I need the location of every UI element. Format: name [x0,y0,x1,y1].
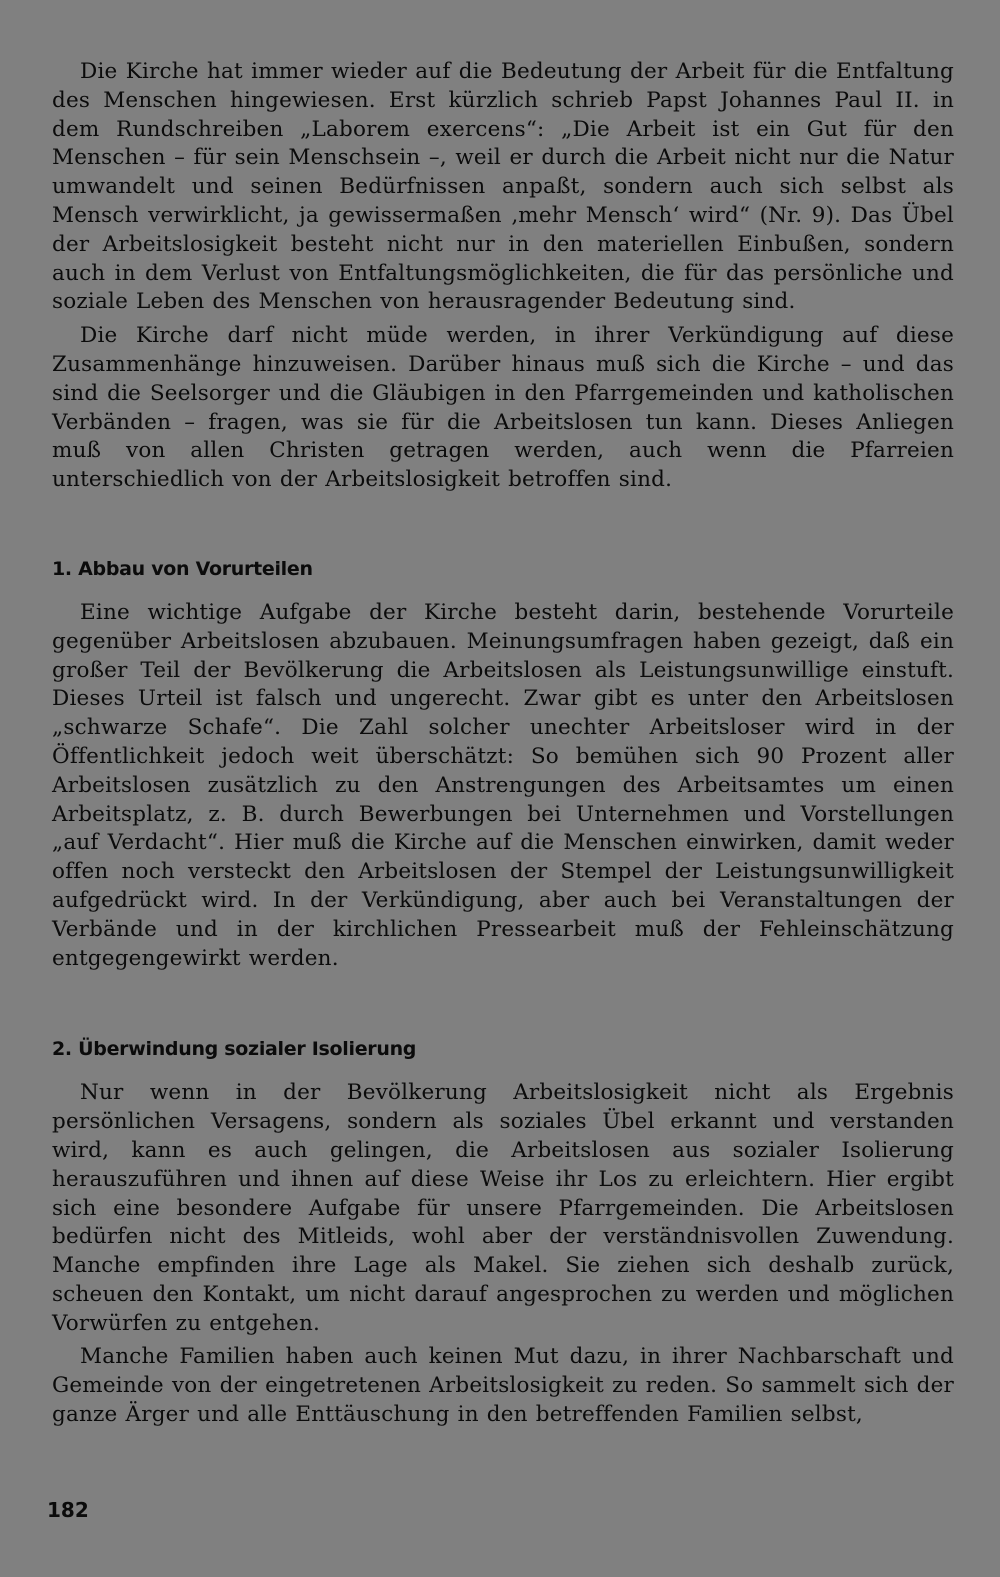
intro-paragraph-1: Die Kirche hat immer wieder auf die Bedeutung der Arbeit für die Entfaltung des Menschen hingewiesen. Erst kürzlich schrieb Papst Johannes Paul II. in dem Rundschreiben „Laborem exercens“: „Die Arbeit ist ein Gut für den Menschen – für sein Menschsein –, weil er durch die Arbeit nicht nur die Natur umwandelt und seinen Bedürfnissen anpaßt, sondern auch sich selbst als Mensch verwirklicht, ja gewissermaßen ‚mehr Mensch‘ wird“ (Nr. 9). Das Übel der Arbeitslosigkeit besteht nicht nur in den materiellen Einbußen, sondern auch in dem Verlust von Entfaltungsmöglichkeiten, die für das persönliche und soziale Leben des Menschen von herausragender Bedeutung sind. [52,59,954,315]
section-heading-2: 2. Überwindung sozialer Isolierung [52,1038,417,1061]
section-2-paragraph-2: Manche Familien haben auch keinen Mut dazu, in ihrer Nachbarschaft und Gemeinde von der eingetretenen Arbeitslosigkeit zu reden. So sammelt sich der ganze Ärger und alle Enttäuschung in den betreffenden Familien selbst, [52,1344,954,1428]
section-ueberwindung-sozialer-isolierung [52,1035,954,1430]
page-number: 182 [47,1498,89,1522]
section-heading-1: 1. Abbau von Vorurteilen [52,557,313,580]
intro-paragraph-2: Die Kirche darf nicht müde werden, in ihrer Verkündigung auf diese Zusammenhänge hinzuweisen. Darüber hinaus muß sich die Kirche – und das sind die Seelsorger und die Gläubigen in den Pfarrgemeinden und katholischen Verbänden – fragen, was sie für die Arbeitslosen tun kann. Dieses Anliegen muß von allen Christen getragen werden, auch wenn die Pfarreien unterschiedlich von der Arbeitslosigkeit betroffen sind. [52,323,954,493]
page-body [52,58,954,1430]
intro-block [52,58,954,495]
section-2-paragraph-1: Nur wenn in der Bevölkerung Arbeitslosigkeit nicht als Ergebnis persönlichen Versagens, sondern als soziales Übel erkannt und verstanden wird, kann es auch gelingen, die Arbeitslosen aus sozialer Isolierung herauszuführen und ihnen auf diese Weise ihr Los zu erleichtern. Hier ergibt sich eine besondere Aufgabe für unsere Pfarrgemeinden. Die Arbeitslosen bedürfen nicht des Mitleids, wohl aber der verständnisvollen Zuwendung. Manche empfinden ihre Lage als Makel. Sie ziehen sich deshalb zurück, scheuen den Kontakt, um nicht darauf angesprochen zu werden und möglichen Vorwürfen zu entgehen. [52,1080,954,1336]
section-1-paragraph-1: Eine wichtige Aufgabe der Kirche besteht darin, bestehende Vorurteile gegenüber Arbeitslosen abzubauen. Meinungsumfragen haben gezeigt, daß ein großer Teil der Bevölkerung die Arbeitslosen als Leistungsunwillige einstuft. Dieses Urteil ist falsch und ungerecht. Zwar gibt es unter den Arbeitslosen „schwarze Schafe“. Die Zahl solcher unechter Arbeitsloser wird in der Öffentlichkeit jedoch weit überschätzt: So bemühen sich 90 Prozent aller Arbeitslosen zusätzlich zu den Anstrengungen des Arbeitsamtes um einen Arbeitsplatz, z. B. durch Bewerbungen bei Unternehmen und Vorstellungen „auf Verdacht“. Hier muß die Kirche auf die Menschen einwirken, damit weder offen noch versteckt den Arbeitslosen der Stempel der Leistungsunwilligkeit aufgedrückt wird. In der Verkündigung, aber auch bei Veranstaltungen der Verbände und in der kirchlichen Pressearbeit muß der Fehleinschätzung entgegengewirkt werden. [52,599,954,971]
section-abbau-von-vorurteilen [52,555,954,973]
